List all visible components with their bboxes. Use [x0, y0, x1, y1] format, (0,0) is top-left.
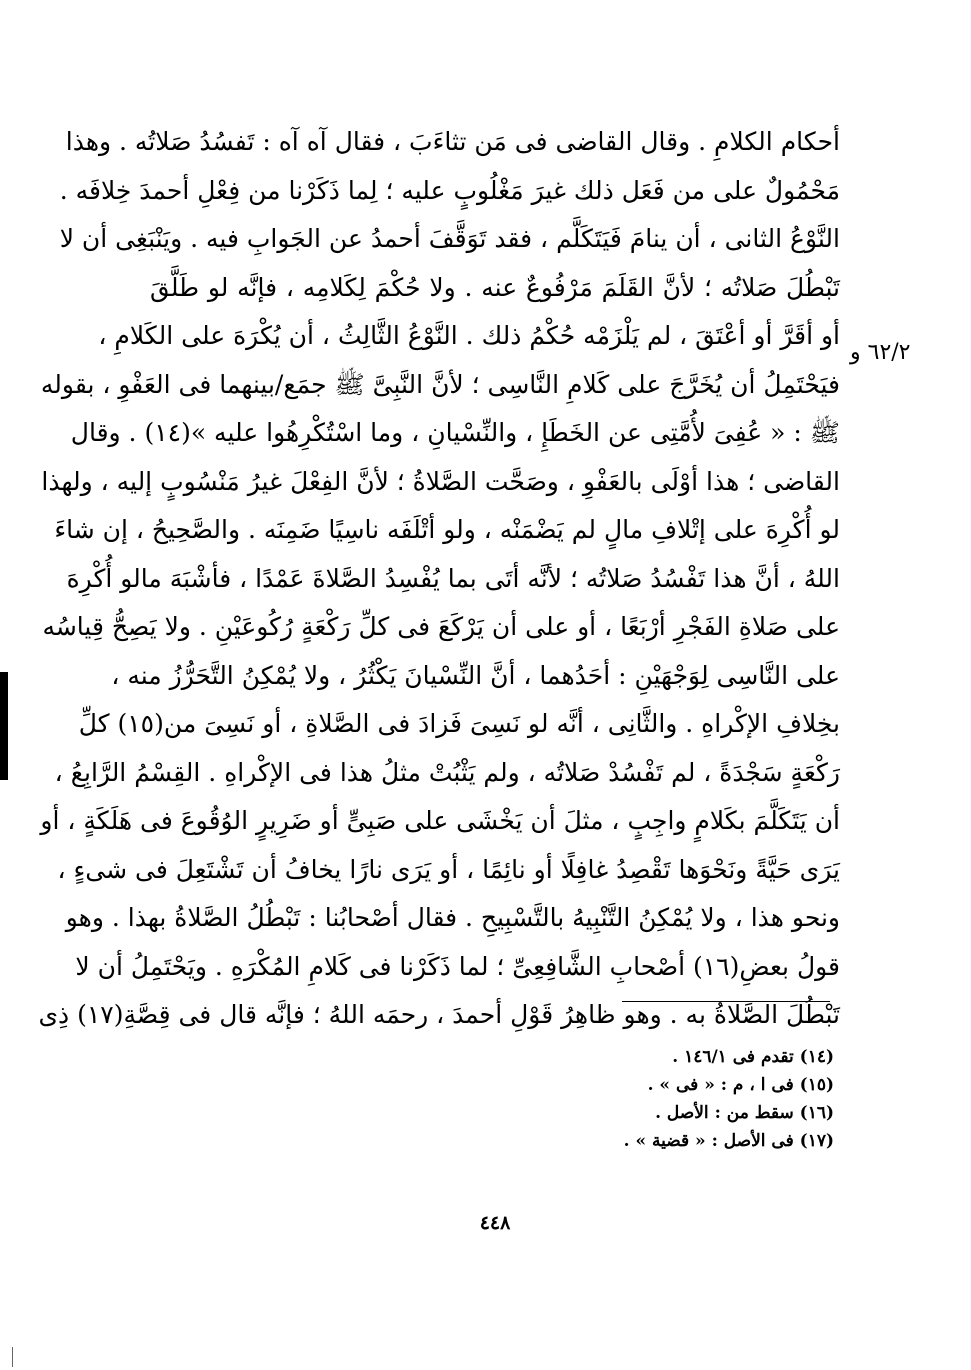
- margin-reference: ٦٢/٢ و: [850, 340, 911, 365]
- binding-edge-mark: [0, 672, 8, 780]
- text-line: رَكْعَةٍ سَجْدَةً ، لم تَفْسُدْ صَلاتُه ، ولم يَثْبُتْ مثلُ هذا فى الإكْراهِ . القِسْمُ الرَّابِعُ ،: [54, 757, 840, 787]
- text-line: أحكام الكلامِ . وقال القاضى فى مَن تثاءَبَ ، فقال آه آه : تَفسُدُ صَلاتُه . وهذا: [65, 127, 840, 156]
- text-line: اللهُ ، أنَّ هذا تَفْسُدُ صَلاتُه ؛ لأنَّه أتَى بما يُفْسِدُ الصَّلاةَ عَمْدًا ، فأشْبَهَ مالو أُكْرِهَ: [66, 563, 840, 593]
- text-line: القاضى ؛ هذا أوْلَى بالعَفْوِ ، وصَحَّت الصَّلاةُ ؛ لأنَّ الفِعْلَ غيرُ مَنْسُوبٍ إليه ، ولهذا: [41, 466, 840, 496]
- text-line: فيَحْتَمِلُ أن يُخَرَّجَ على كَلامِ النَّاسِى ؛ لأنَّ النَّبِىَّ ﷺ جمَع/بينهما فى العَفْوِ ، بقوله: [40, 369, 840, 399]
- footnotes-block: [434, 1043, 834, 1155]
- text-line: تَبْطُلَ الصَّلاةُ به . وهو ظاهِرُ قَوْلِ أحمدَ ، رحمَه اللهُ ؛ فإنَّه قال فى قِصَّةِ(١٧) ذِى: [38, 1000, 840, 1029]
- text-line: على النَّاسِى لِوَجْهَيْنِ : أحَدُهما ، أنَّ النِّسْيانَ يَكْثُرُ ، ولا يُمْكِنُ التَّحَرُّزُ منه ،: [111, 660, 840, 690]
- text-line: يَرَى حَيَّةً ونَحْوَها تَقْصِدُ غافِلًا أو نائِمًا ، أو يَرَى نارًا يخافُ أن تَشْتَعِلَ فى شىءٍ ،: [57, 854, 840, 884]
- page-number: ٤٤٨: [479, 1212, 511, 1234]
- text-line: أو أقَرَّ أو أعْتَقَ ، لم يَلْزَمْه حُكْمُ ذلك . النَّوْعُ الثَّالِثُ ، أن يُكْرَهَ على الكَلامِ ،: [98, 321, 840, 350]
- text-line: تَبْطُلَ صَلاتُه ؛ لأنَّ القَلَمَ مَرْفُوعٌ عنه . ولا حُكْمَ لِكَلامِه ، فإنَّه لو طَلَّقَ: [150, 272, 840, 302]
- text-line: أن يَتَكَلَّمَ بكَلامٍ واجِبٍ ، مثلَ أن يَخْشَى على صَبِىٍّ أو ضَرِيرٍ الوُقُوعَ فى هَلَكَةٍ ، أو: [40, 806, 840, 835]
- text-line: بخِلافِ الإكْراهِ . والثَّانِى ، أنَّه لو نَسِىَ فَزادَ فى الصَّلاةِ ، أو نَسِىَ من(١٥) كلِّ: [78, 709, 840, 738]
- scan-edge-tick: [12, 1347, 13, 1367]
- main-text-block: [38, 118, 840, 1040]
- footnote: (١٧) فى الأصل : « قضية » .: [623, 1131, 834, 1151]
- text-line: ﷺ : « عُفِىَ لأُمَّتِى عن الخَطَإِ ، والنِّسْيانِ ، وما اسْتُكْرِهُوا عليه »(١٤) . وقال: [70, 418, 840, 447]
- text-line: ونحو هذا ، ولا يُمْكِنُ التَّنْبِيهُ بالتَّسْبِيحِ . فقال أصْحابُنا : تَبْطُلُ الصَّلاةُ بهذا . وهو: [65, 903, 840, 932]
- footnote-separator: [622, 1001, 830, 1002]
- footnote: (١٤) تقدم فى ١٤٦/١ .: [672, 1047, 834, 1067]
- footnote: (١٥) فى ا ، م : « فى » .: [647, 1075, 834, 1095]
- text-line: لو أُكْرِهَ على إتْلافِ مالٍ لم يَضْمَنْه ، ولو أتْلَفَه ناسِيًا ضَمِنَه . والصَّحِيحُ ، إن شاءَ: [54, 515, 840, 544]
- text-line: قولُ بعضِ(١٦) أصْحابِ الشَّافِعِىِّ ؛ لما ذَكَرْنا فى كَلامِ المُكْرَهِ . ويَحْتَمِلُ أن لا: [75, 951, 840, 981]
- text-line: النَّوْعُ الثانى ، أن ينامَ فَيَتَكَلَّم ، فقد تَوَقَّفَ أحمدُ عن الجَوابِ فيه . ويَنْبَغِى أن لا: [59, 224, 840, 253]
- footnote: (١٦) سقط من : الأصل .: [655, 1103, 834, 1123]
- text-line: مَحْمُولٌ على من فَعَل ذلك غيرَ مَغْلُوبٍ عليه ؛ لِما ذَكَرْنا من فِعْلِ أحمدَ خِلافَه .: [59, 175, 840, 205]
- text-line: على صَلاةِ الفَجْرِ أرْبَعًا ، أو على أن يَرْكَعَ فى كلِّ رَكْعَةٍ رُكُوعَيْنِ . ولا يَصِحُّ قِياسُه: [42, 612, 840, 641]
